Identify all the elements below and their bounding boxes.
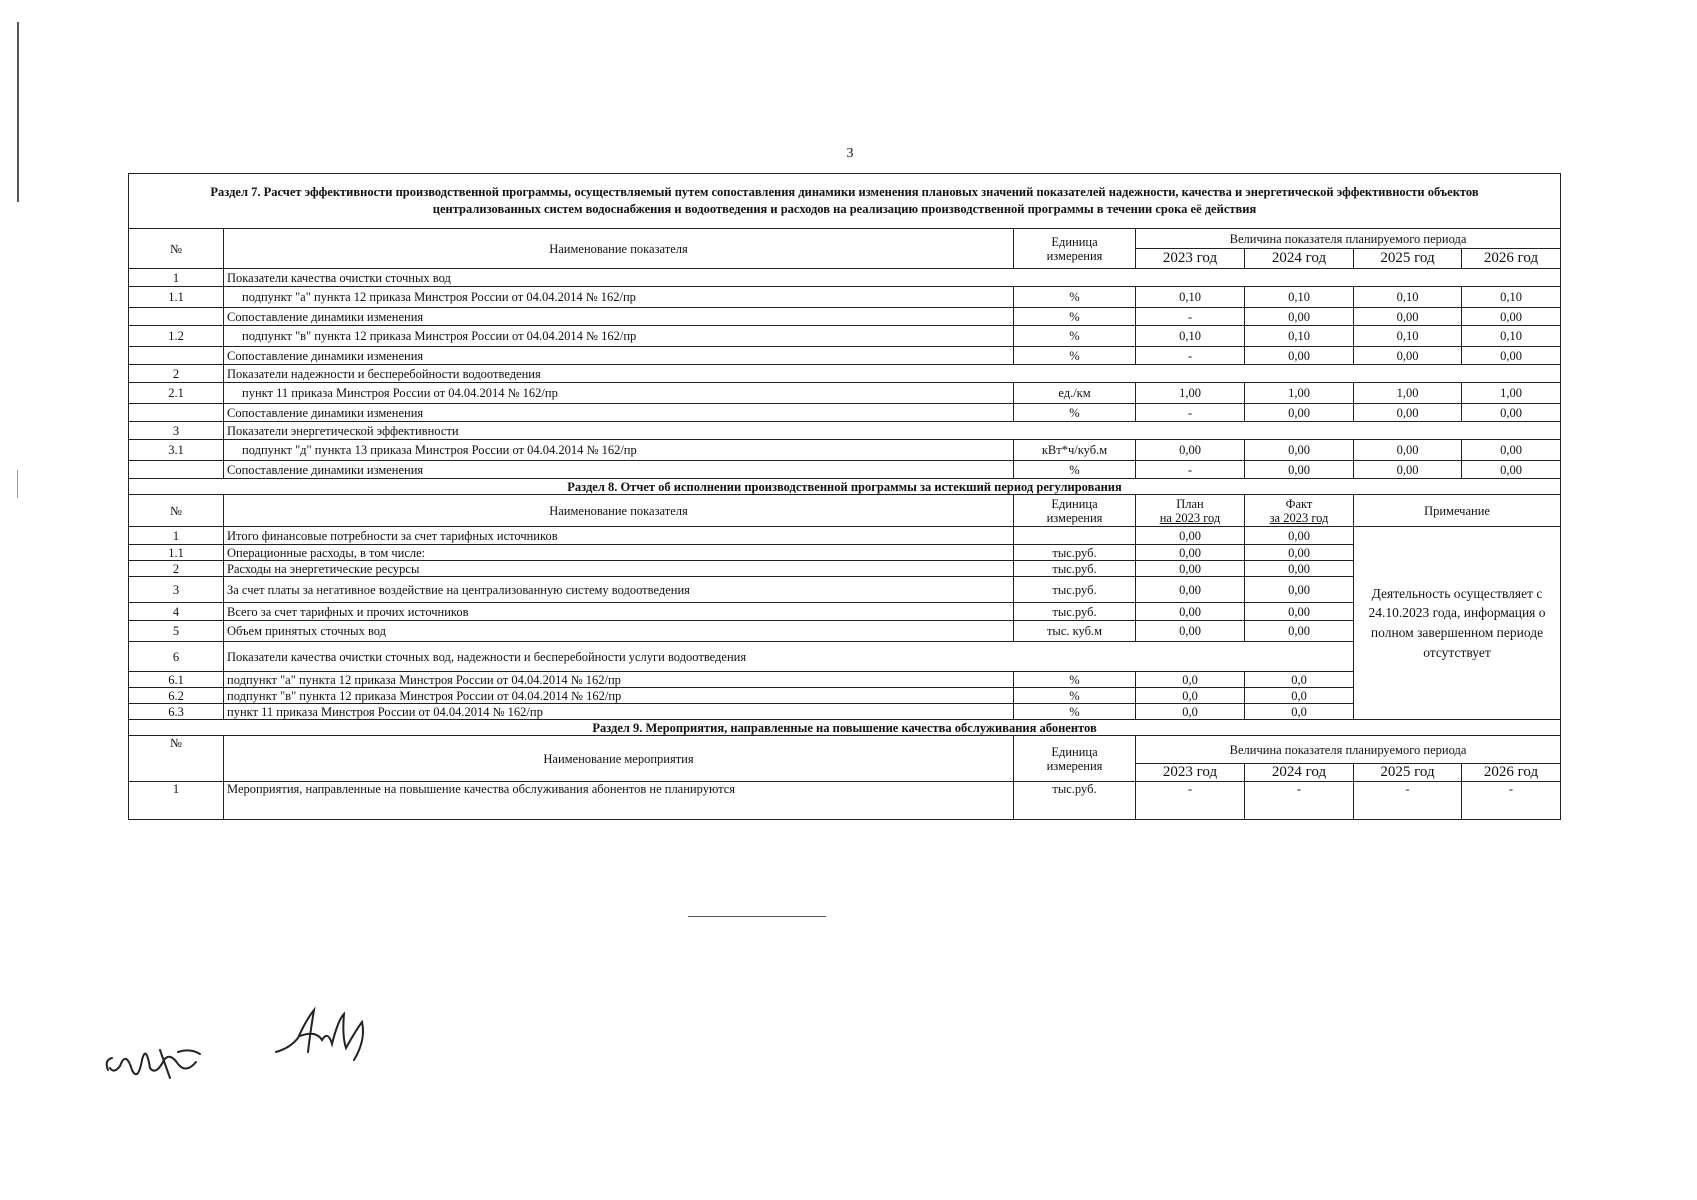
indicator-name: подпункт "в" пункта 12 приказа Минстроя России от 04.04.2014 № 162/пр [224,326,1014,347]
value-2024: 0,00 [1245,404,1354,422]
section8-header-row [129,495,1561,527]
row-number: 3 [129,577,224,603]
value-2023: - [1136,347,1245,365]
plan-value: 0,0 [1136,672,1245,688]
row-number [129,404,224,422]
page-number: 3 [846,146,854,161]
unit-cell: % [1014,672,1136,688]
row-number [129,347,224,365]
indicator-name: Объем принятых сточных вод [224,621,1014,642]
row-number: 1.2 [129,326,224,347]
section8-header-name: Наименование показателя [224,495,1014,527]
fact-value: 0,00 [1245,527,1354,545]
unit-cell: тыс.руб. [1014,603,1136,621]
section9-header-unit-line1: Единица [1051,744,1098,759]
row-number: 1.1 [129,287,224,308]
section9-header-year-2024: 2024 год [1245,764,1354,782]
unit-cell: % [1014,308,1136,326]
value-2024: 0,10 [1245,326,1354,347]
value-2024: 1,00 [1245,383,1354,404]
unit-cell: % [1014,404,1136,422]
value-2024: 0,00 [1245,308,1354,326]
plan-value: 0,0 [1136,704,1245,720]
value-2025: 1,00 [1354,383,1462,404]
section7-title: Раздел 7. Расчет эффективности производственной программы, осуществляемый путем сопоставления динамики изменения плановых значений показателей надежности, качества и энергетической эффективности объектов централизованных систем водоснабжения и водоотведения и расходов на реализацию производственной программы в течении срока её действия [129,174,1561,229]
value-2026: 0,00 [1462,347,1561,365]
group-name: Показатели качества очистки сточных вод, надежности и бесперебойности услуги водоотведения [224,642,1354,672]
unit-cell: % [1014,704,1136,720]
table-row [129,688,1561,704]
row-number: 3.1 [129,440,224,461]
activity-name: Мероприятия, направленные на повышение качества обслуживания абонентов не планируются [224,782,1014,820]
table-row [129,404,1561,422]
section7-header-year-2023: 2023 год [1136,249,1245,269]
signature-2 [270,1000,380,1070]
unit-cell: тыс.руб. [1014,545,1136,561]
section9-header-year-2026: 2026 год [1462,764,1561,782]
section9-header-year-2023: 2023 год [1136,764,1245,782]
fact-value: 0,00 [1245,561,1354,577]
unit-cell: ед./км [1014,383,1136,404]
table-row [129,642,1561,672]
table-row [129,577,1561,603]
unit-cell: тыс.руб. [1014,561,1136,577]
row-number: 2 [129,365,224,383]
value-2023: 0,00 [1136,440,1245,461]
unit-cell: % [1014,326,1136,347]
row-number: 1.1 [129,545,224,561]
indicator-name: пункт 11 приказа Минстроя России от 04.04.2014 № 162/пр [224,704,1014,720]
plan-value: 0,00 [1136,527,1245,545]
fact-value: 0,0 [1245,704,1354,720]
indicator-name: Сопоставление динамики изменения [224,347,1014,365]
unit-cell: кВт*ч/куб.м [1014,440,1136,461]
section8-header-note: Примечание [1354,495,1561,527]
value-2026: 0,10 [1462,326,1561,347]
binding-margin-line [17,22,19,202]
value-2023: 1,00 [1136,383,1245,404]
row-number: 2 [129,561,224,577]
section9-header-unit-line2: измерения [1046,758,1103,773]
table-row [129,269,1561,287]
section7-header-year-2026: 2026 год [1462,249,1561,269]
value-2026: 1,00 [1462,383,1561,404]
section9-header-year-2025: 2025 год [1354,764,1462,782]
indicator-name: подпункт "а" пункта 12 приказа Минстроя России от 04.04.2014 № 162/пр [224,287,1014,308]
section9-title: Раздел 9. Мероприятия, направленные на повышение качества обслуживания абонентов [129,720,1561,736]
table-row [129,326,1561,347]
value-2023: - [1136,782,1245,820]
section7-header-period: Величина показателя планируемого периода [1136,229,1561,249]
value-2026: 0,00 [1462,461,1561,479]
section8-header-num: № [129,495,224,527]
section9-header-unit [1014,736,1136,782]
section7-header-unit-line1: Единица [1051,234,1098,249]
section7-title-row [129,174,1561,229]
indicator-name: подпункт "д" пункта 13 приказа Минстроя России от 04.04.2014 № 162/пр [224,440,1014,461]
table-row [129,527,1561,545]
section8-header-fact-line1: Факт [1285,496,1313,511]
value-2026: 0,00 [1462,404,1561,422]
row-number [129,461,224,479]
section8-header-plan-line1: План [1176,496,1204,511]
plan-value: 0,00 [1136,603,1245,621]
section7-header-unit-line2: измерения [1046,248,1103,263]
indicator-name: Сопоставление динамики изменения [224,308,1014,326]
indicator-name: Сопоставление динамики изменения [224,461,1014,479]
value-2026: 0,00 [1462,308,1561,326]
value-2023: 0,10 [1136,287,1245,308]
unit-cell: тыс.руб. [1014,782,1136,820]
value-2025: 0,00 [1354,461,1462,479]
value-2025: 0,10 [1354,326,1462,347]
unit-cell: % [1014,688,1136,704]
plan-value: 0,0 [1136,688,1245,704]
unit-cell: % [1014,461,1136,479]
section9-header-period: Величина показателя планируемого периода [1136,736,1561,764]
table-row [129,440,1561,461]
report-table-body [129,174,1561,820]
value-2024: - [1245,782,1354,820]
section8-header-plan [1136,495,1245,527]
value-2026: 0,00 [1462,440,1561,461]
table-row [129,347,1561,365]
table-row [129,621,1561,642]
signature-1 [100,1030,240,1090]
row-number: 5 [129,621,224,642]
section9-header-row-1 [129,736,1561,764]
row-number: 6.2 [129,688,224,704]
value-2024: 0,00 [1245,461,1354,479]
table-row [129,545,1561,561]
value-2023: - [1136,308,1245,326]
plan-value: 0,00 [1136,561,1245,577]
group-name: Показатели энергетической эффективности [224,422,1561,440]
table-row [129,308,1561,326]
plan-value: 0,00 [1136,577,1245,603]
section8-header-fact-line2: за 2023 год [1269,510,1329,525]
value-2023: - [1136,461,1245,479]
section8-header-fact [1245,495,1354,527]
section9-header-name: Наименование мероприятия [224,736,1014,782]
unit-cell: тыс.руб. [1014,577,1136,603]
value-2025: 0,00 [1354,308,1462,326]
end-of-document-line [688,916,826,917]
report-table [128,173,1561,820]
row-number: 6 [129,642,224,672]
value-2025: - [1354,782,1462,820]
table-row [129,287,1561,308]
value-2025: 0,00 [1354,404,1462,422]
indicator-name: пункт 11 приказа Минстроя России от 04.04.2014 № 162/пр [224,383,1014,404]
row-number [129,308,224,326]
row-number: 3 [129,422,224,440]
row-number: 2.1 [129,383,224,404]
fact-value: 0,0 [1245,688,1354,704]
fact-value: 0,00 [1245,621,1354,642]
fact-value: 0,00 [1245,545,1354,561]
group-name: Показатели качества очистки сточных вод [224,269,1561,287]
section7-header-num: № [129,229,224,269]
value-2024: 0,00 [1245,440,1354,461]
section9-title-row [129,720,1561,736]
table-row [129,603,1561,621]
section7-header-name: Наименование показателя [224,229,1014,269]
value-2026: - [1462,782,1561,820]
table-row [129,561,1561,577]
indicator-name: Операционные расходы, в том числе: [224,545,1014,561]
indicator-name: Итого финансовые потребности за счет тарифных источников [224,527,1014,545]
row-number: 6.1 [129,672,224,688]
value-2025: 0,10 [1354,287,1462,308]
section7-header-year-2025: 2025 год [1354,249,1462,269]
table-row [129,672,1561,688]
section9-header-num: № [129,736,224,782]
indicator-name: подпункт "а" пункта 12 приказа Минстроя России от 04.04.2014 № 162/пр [224,672,1014,688]
section7-header-unit [1014,229,1136,269]
value-2024: 0,10 [1245,287,1354,308]
binding-margin-mark [17,470,18,498]
table-row [129,422,1561,440]
fact-value: 0,00 [1245,603,1354,621]
value-2023: - [1136,404,1245,422]
note-text: Деятельность осуществляет с 24.10.2023 года, информация о полном завершенном периоде отсутствует [1354,527,1561,720]
table-row [129,383,1561,404]
plan-value: 0,00 [1136,621,1245,642]
section8-header-unit-line2: измерения [1046,510,1103,525]
row-number: 6.3 [129,704,224,720]
row-number: 1 [129,782,224,820]
section7-header-year-2024: 2024 год [1245,249,1354,269]
unit-cell: % [1014,347,1136,365]
value-2024: 0,00 [1245,347,1354,365]
indicator-name: За счет платы за негативное воздействие на централизованную систему водоотведения [224,577,1014,603]
indicator-name: Всего за счет тарифных и прочих источников [224,603,1014,621]
table-row [129,704,1561,720]
value-2025: 0,00 [1354,347,1462,365]
table-row [129,782,1561,820]
fact-value: 0,0 [1245,672,1354,688]
value-2023: 0,10 [1136,326,1245,347]
section8-header-unit [1014,495,1136,527]
group-name: Показатели надежности и бесперебойности водоотведения [224,365,1561,383]
row-number: 4 [129,603,224,621]
section7-header-row-1 [129,229,1561,249]
row-number: 1 [129,269,224,287]
fact-value: 0,00 [1245,577,1354,603]
section8-title: Раздел 8. Отчет об исполнении производственной программы за истекший период регулирования [129,479,1561,495]
row-number: 1 [129,527,224,545]
section8-title-row [129,479,1561,495]
unit-cell: % [1014,287,1136,308]
value-2025: 0,00 [1354,440,1462,461]
table-row [129,461,1561,479]
unit-cell [1014,527,1136,545]
value-2026: 0,10 [1462,287,1561,308]
indicator-name: Сопоставление динамики изменения [224,404,1014,422]
plan-value: 0,00 [1136,545,1245,561]
table-row [129,365,1561,383]
section8-header-unit-line1: Единица [1051,496,1098,511]
indicator-name: Расходы на энергетические ресурсы [224,561,1014,577]
indicator-name: подпункт "в" пункта 12 приказа Минстроя России от 04.04.2014 № 162/пр [224,688,1014,704]
section8-header-plan-line2: на 2023 год [1159,510,1221,525]
unit-cell: тыс. куб.м [1014,621,1136,642]
